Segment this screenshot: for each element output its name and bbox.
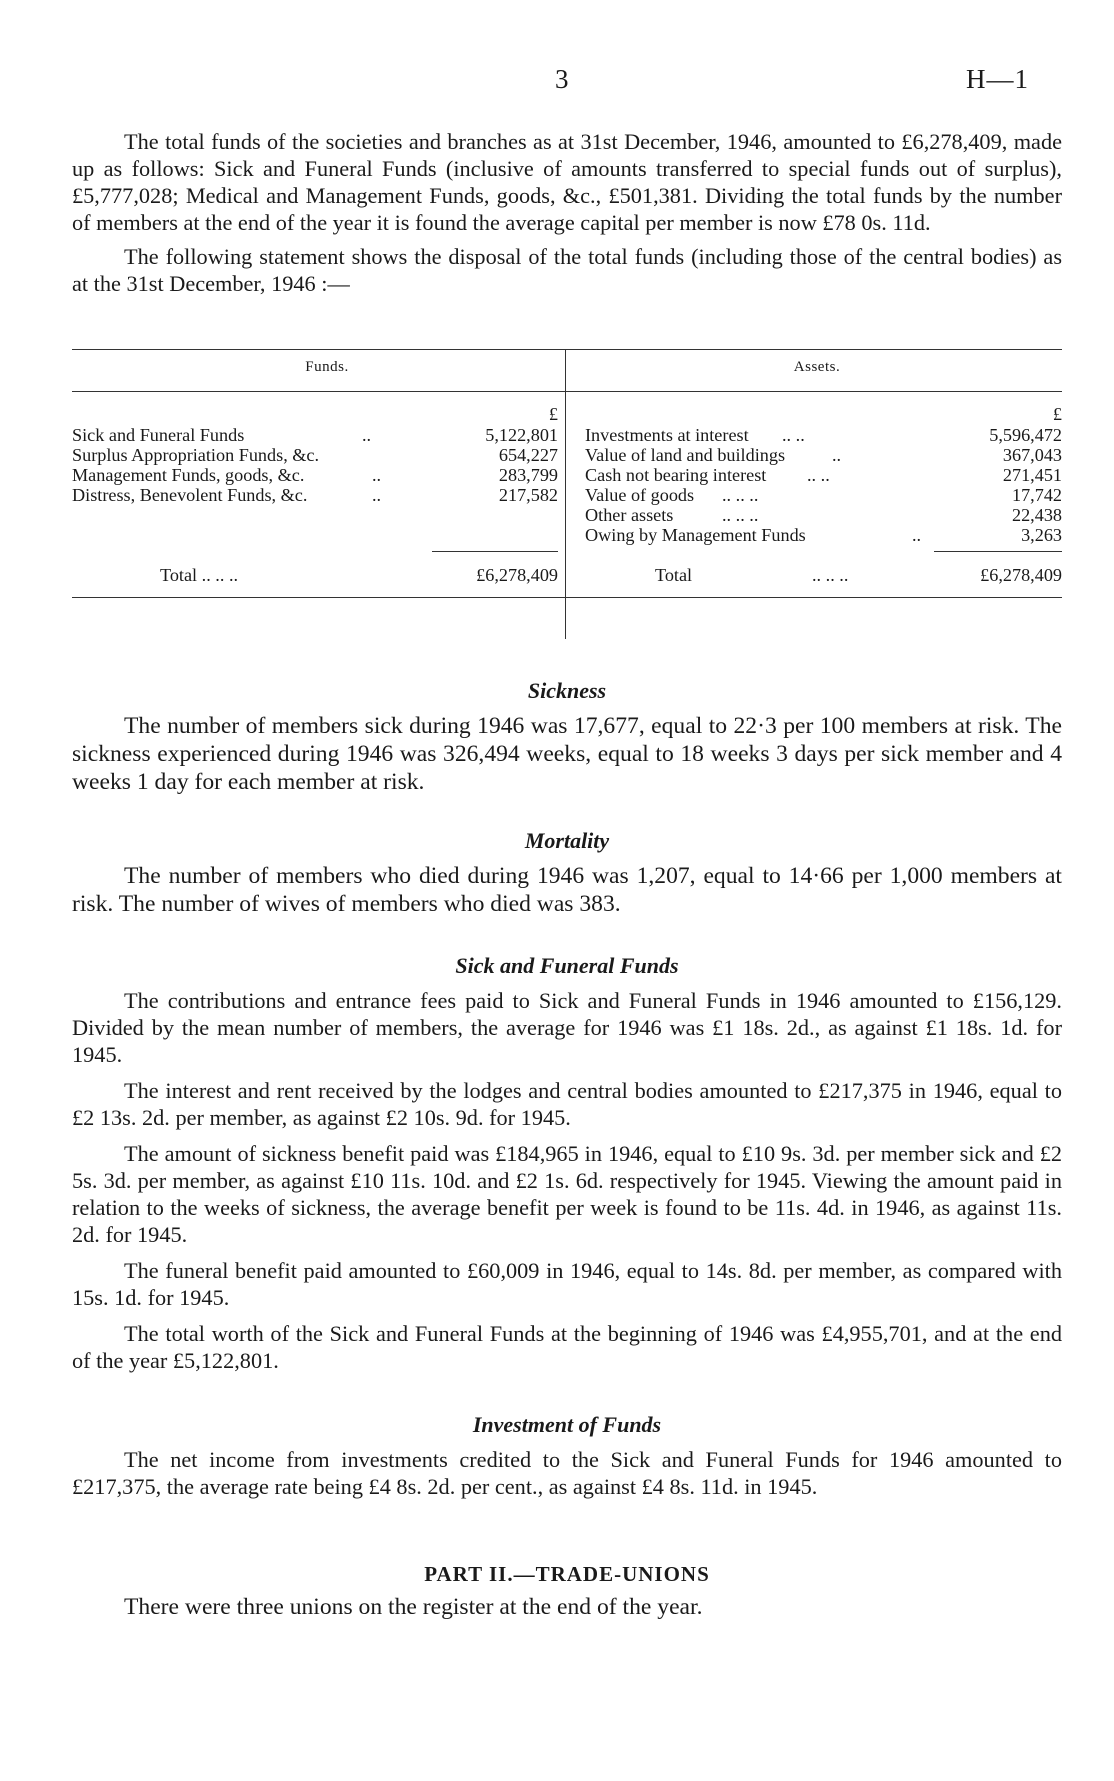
assets-currency-symbol: £	[1052, 404, 1062, 424]
assets-row-label: Other assets	[585, 505, 674, 525]
sick-funeral-heading: Sick and Funeral Funds	[455, 953, 679, 978]
funds-row-label: Management Funds, goods, &c.	[72, 465, 305, 485]
intro-paragraph-1: The total funds of the societies and branches as at 31st December, 1946, amounted to £6,278,409, made up as follows: Sick and Funeral Funds (inclusive of amounts transferred to special funds out of surplus), £5,777,028; Medical and Management Funds, goods, &c., £501,381. Dividing the total funds by the number of members at the end of the year it is found the average capital per member is now £78 0s. 11d.	[72, 129, 1062, 235]
assets-row-leader: ..	[832, 445, 842, 465]
sickness-paragraph: The number of members sick during 1946 was 17,677, equal to 22·3 per 100 members at risk. The sickness experienced during 1946 was 326,494 weeks, equal to 18 weeks 3 days per sick member and 4 weeks 1 day for each member at risk.	[72, 713, 1062, 795]
assets-row-label: Owing by Management Funds	[585, 525, 806, 545]
sickness-heading: Sickness	[527, 678, 607, 703]
mortality-paragraph: The number of members who died during 1946 was 1,207, equal to 14·66 per 1,000 members at risk. The number of wives of members who died was 383.	[72, 863, 1062, 917]
assets-row-value: 22,438	[1011, 505, 1062, 525]
table-bottom-rule	[72, 597, 1062, 598]
sick-funeral-paragraph-1: The contributions and entrance fees paid to Sick and Funeral Funds in 1946 amounted to £156,129. Divided by the mean number of members, the average for 1946 was £1 18s. 2d., as against £1 18s. 1d. for 1945.	[72, 988, 1062, 1067]
assets-row-leader: .. .. ..	[722, 485, 759, 505]
investment-paragraph: The net income from investments credited to the Sick and Funeral Funds for 1946 amounted to £217,375, the average rate being £4 8s. 2d. per cent., as against £4 8s. 11d. in 1945.	[72, 1447, 1062, 1499]
assets-row-leader: .. ..	[782, 425, 805, 445]
assets-row-label: Cash not bearing interest	[585, 465, 767, 485]
funds-row-label: Distress, Benevolent Funds, &c.	[72, 485, 308, 505]
mortality-section	[72, 828, 1062, 918]
table-top-rule	[72, 349, 1062, 350]
assets-total-leader: .. .. ..	[812, 565, 849, 585]
mortality-heading: Mortality	[524, 828, 610, 853]
assets-column-header: Assets.	[793, 359, 841, 375]
assets-row-leader: .. ..	[807, 465, 830, 485]
funds-row-leader: ..	[362, 425, 372, 445]
funds-total-label: Total .. .. ..	[160, 565, 239, 585]
assets-row-value: 5,596,472	[989, 425, 1062, 445]
assets-row-label-text: Investments at interest	[585, 425, 749, 445]
sickness-section	[72, 678, 1062, 796]
assets-row-value: 271,451	[1002, 465, 1062, 485]
assets-row-leader: ..	[912, 525, 922, 545]
page-header	[0, 64, 1114, 104]
assets-row-label: Value of land and buildings	[585, 445, 786, 465]
document-reference: H—1	[966, 64, 1029, 94]
intro-section	[72, 128, 1062, 297]
funds-row-leader: ..	[372, 485, 382, 505]
funds-row-value: 283,799	[498, 465, 558, 485]
part-two-paragraph: There were three unions on the register at the end of the year.	[124, 1594, 703, 1620]
funds-total-value: £6,278,409	[476, 565, 558, 585]
sick-funeral-paragraph-2: The interest and rent received by the lodges and central bodies amounted to £217,375 in 1946, equal to £2 13s. 2d. per member, as against £2 10s. 9d. for 1945.	[72, 1078, 1062, 1130]
funds-row-leader: ..	[372, 465, 382, 485]
sick-funeral-paragraph-5: The total worth of the Sick and Funeral Funds at the beginning of 1946 was £4,955,701, and at the end of the year £5,122,801.	[72, 1321, 1062, 1373]
funds-row-label: Surplus Appropriation Funds, &c.	[72, 445, 320, 465]
funds-sum-line	[432, 551, 558, 552]
sick-funeral-section	[72, 953, 1062, 1374]
assets-total-label: Total	[655, 565, 693, 585]
funds-row-value: 5,122,801	[485, 425, 558, 445]
funds-currency-symbol: £	[548, 404, 558, 424]
intro-paragraph-2: The following statement shows the disposal of the total funds (including those of the central bodies) as at the 31st December, 1946 :—	[72, 244, 1062, 296]
funds-row-label: Sick and Funeral Funds	[72, 425, 245, 445]
assets-row-value: 3,263	[1021, 525, 1062, 545]
table-column-divider	[565, 349, 566, 639]
funds-column-header: Funds.	[305, 359, 349, 375]
investment-section	[72, 1412, 1062, 1500]
funds-row-value: 217,582	[498, 485, 558, 505]
assets-total-value: £6,278,409	[980, 565, 1062, 585]
sick-funeral-paragraph-4: The funeral benefit paid amounted to £60,009 in 1946, equal to 14s. 8d. per member, as compared with 15s. 1d. for 1945.	[72, 1258, 1062, 1310]
investment-heading: Investment of Funds	[472, 1412, 662, 1437]
assets-row-value: 17,742	[1011, 485, 1062, 505]
sick-funeral-paragraph-3: The amount of sickness benefit paid was £184,965 in 1946, equal to £10 9s. 3d. per member sick and £2 5s. 3d. per member, as against £10 11s. 10d. and £2 1s. 6d. respectively for 1945. Viewing the amount paid in relation to the weeks of sickness, the average benefit per week is found to be 11s. 4d. in 1946, as against 11s. 2d. for 1945.	[72, 1141, 1062, 1247]
page-number: 3	[555, 64, 569, 94]
part-two-heading: PART II.—TRADE-UNIONS	[424, 1562, 710, 1586]
assets-sum-line	[934, 551, 1062, 552]
assets-row-label: Value of goods	[585, 485, 695, 505]
table-header-rule	[72, 391, 1062, 392]
assets-row-value: 367,043	[1002, 445, 1062, 465]
funds-assets-table	[72, 349, 1062, 649]
assets-row-leader: .. .. ..	[722, 505, 759, 525]
assets-row-label	[522, 425, 749, 446]
part-two-section	[72, 1562, 1062, 1621]
funds-row-value: 654,227	[498, 445, 558, 465]
